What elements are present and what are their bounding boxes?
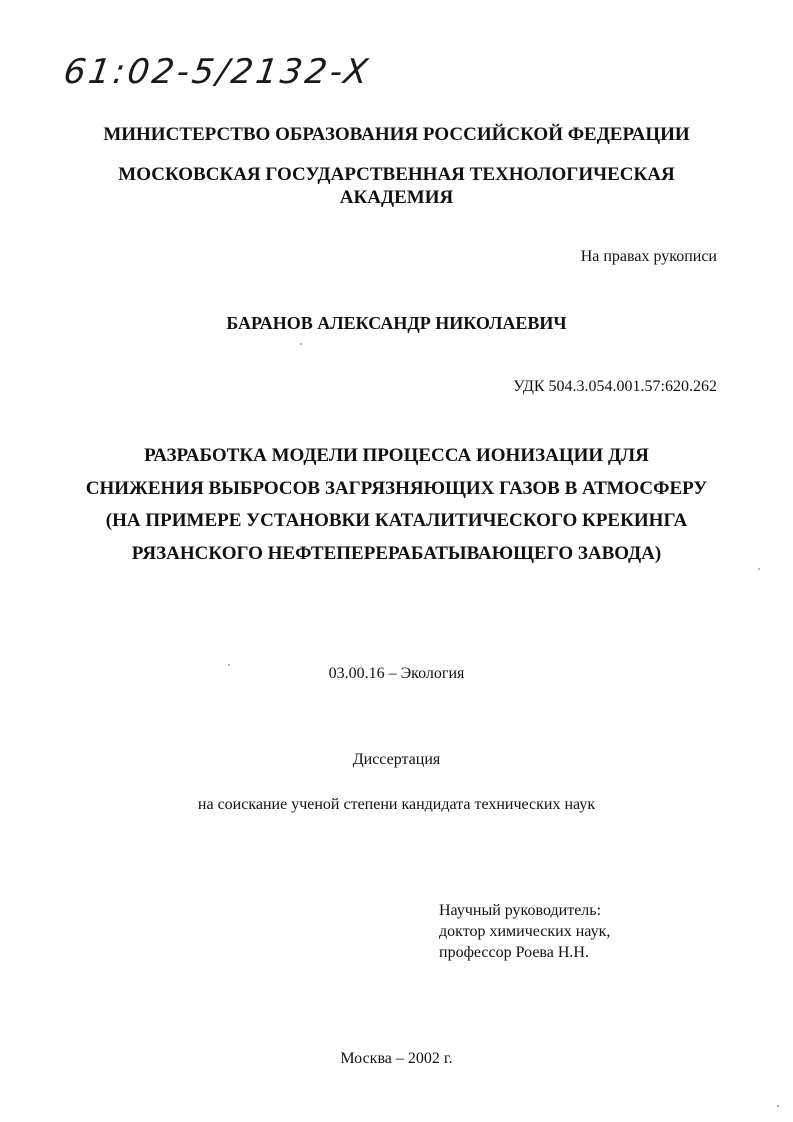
scan-speck — [777, 1105, 779, 1107]
author-name: БАРАНОВ АЛЕКСАНДР НИКОЛАЕВИЧ — [226, 313, 567, 333]
academy-heading-line: АКАДЕМИЯ — [339, 187, 454, 208]
title-line: СНИЖЕНИЯ ВЫБРОСОВ ЗАГРЯЗНЯЮЩИХ ГАЗОВ В АТМОСФЕРУ — [85, 477, 708, 499]
academy-heading — [0, 163, 793, 209]
udk-code: УДК 504.3.054.001.57:620.262 — [513, 378, 717, 395]
academy-heading-line: МОСКОВСКАЯ ГОСУДАРСТВЕННАЯ ТЕХНОЛОГИЧЕСКАЯ — [118, 164, 675, 185]
document-type: Диссертация — [352, 751, 441, 768]
manuscript-rights-note: На правах рукописи — [580, 248, 717, 265]
ministry-heading: МИНИСТЕРСТВО ОБРАЗОВАНИЯ РОССИЙСКОЙ ФЕДЕРАЦИИ — [103, 124, 690, 145]
degree-statement: на соискание ученой степени кандидата технических наук — [197, 796, 596, 813]
supervisor-line: доктор химических наук, — [439, 923, 611, 940]
title-line: РАЗРАБОТКА МОДЕЛИ ПРОЦЕССА ИОНИЗАЦИИ ДЛЯ — [144, 445, 649, 466]
scan-speck — [758, 568, 760, 570]
scan-speck — [228, 664, 230, 666]
scientific-supervisor — [439, 900, 610, 963]
handwritten-catalog-code: 61:02-5/2132-X — [61, 52, 374, 92]
title-line: (НА ПРИМЕРЕ УСТАНОВКИ КАТАЛИТИЧЕСКОГО КРЕКИНГА — [105, 510, 688, 531]
dissertation-title — [0, 440, 793, 570]
specialty-code: 03.00.16 – Экология — [328, 665, 465, 682]
supervisor-line: профессор Роева Н.Н. — [439, 944, 589, 961]
title-line: РЯЗАНСКОГО НЕФТЕПЕРЕРАБАТЫВАЮЩЕГО ЗАВОДА) — [131, 542, 662, 564]
city-year-footer: Москва – 2002 г. — [340, 1050, 453, 1067]
scan-speck — [300, 343, 302, 345]
supervisor-line: Научный руководитель: — [439, 902, 602, 919]
